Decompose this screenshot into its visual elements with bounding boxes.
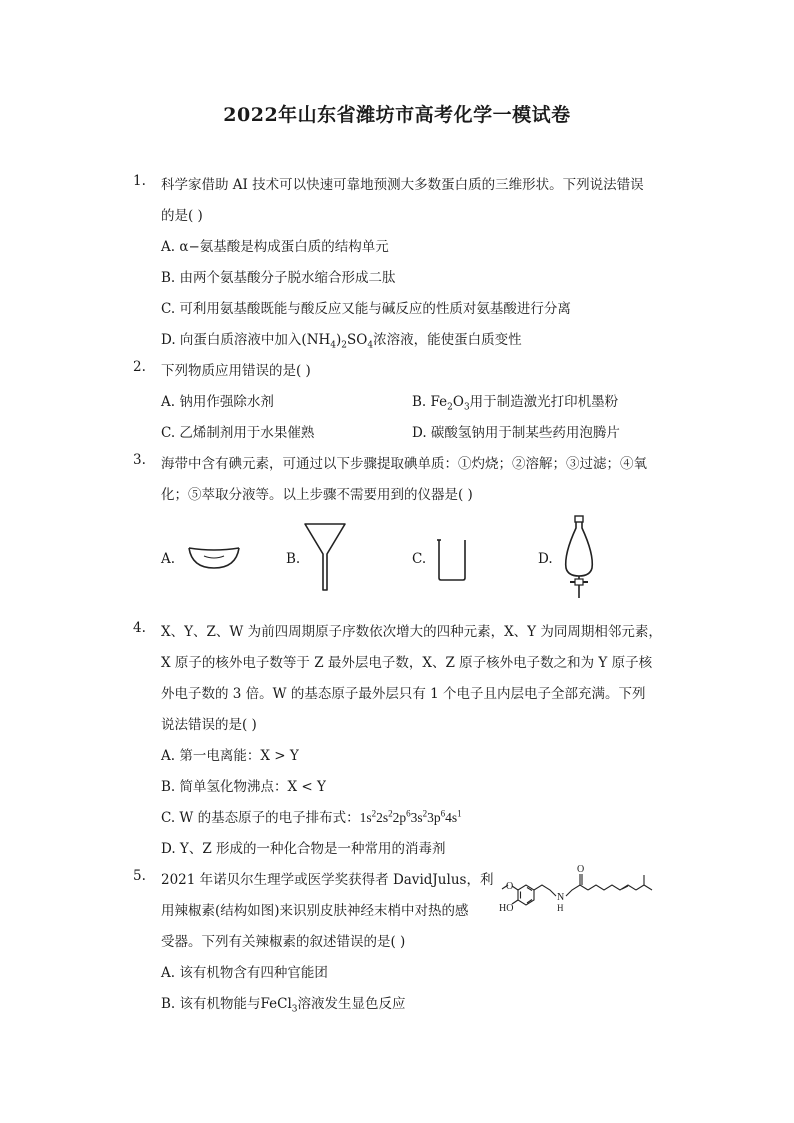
question-3-option-b-label: B. [286,551,301,567]
question-4-stem-line2: X 原子的核外电子数等于 Z 最外层电子数，X、Z 原子核外电子数之和为 Y 原子核 [161,655,653,671]
question-2-option-b: B. $Fe_2O_3$用于制造激光打印机墨粉 [412,394,619,413]
question-5-option-a: A. 该有机物含有四种官能团 [161,965,328,981]
page-title: 2022年山东省潍坊市高考化学一模试卷 [223,104,571,126]
option-b-text-end: 溶液发生显色反应 [297,996,406,1012]
option-b-text-end: 用于制造激光打印机墨粉 [469,394,619,410]
option-b-text-start: B. 该有机物能与FeCl [161,996,292,1012]
question-2-option-a: A. 钠用作强除水剂 [161,394,274,410]
question-5-stem-line3: 受器。下列有关辣椒素的叙述错误的是( ) [161,934,406,950]
beaker-icon [436,538,468,582]
capsaicin-structure-diagram [496,862,666,922]
amide-n-label: N [557,892,565,903]
evaporating-dish-icon [186,544,242,572]
question-4-stem-line4: 说法错误的是( ) [161,717,257,733]
question-3-option-a-label: A. [161,551,176,567]
methoxy-o-label: O [506,881,514,892]
question-1-option-c: C. 可利用氨基酸既能与酸反应又能与碱反应的性质对氨基酸进行分离 [161,301,571,317]
question-2-option-c: C. 乙烯制剂用于水果催熟 [161,425,315,441]
question-1-number: 1. [133,173,146,189]
question-4-option-a: A. 第一电离能：X > Y [161,748,299,764]
question-5-stem-line2: 用辣椒素(结构如图)来识别皮肤神经末梢中对热的感 [161,903,469,919]
question-2-stem: 下列物质应用错误的是( ) [161,363,311,379]
option-d-text-end: 浓溶液，能使蛋白质变性 [373,332,522,348]
question-1-stem-line1: 科学家借助 AI 技术可以快速可靠地预测大多数蛋白质的三维形状。下列说法错误 [161,177,644,193]
question-3-option-c-label: C. [412,551,427,567]
question-5-stem-line1: 2021 年诺贝尔生理学或医学奖获得者 DavidJulus，利 [161,872,494,888]
amide-h-label: H [557,903,564,913]
question-1-option-a: A. α−氨基酸是构成蛋白质的结构单元 [161,239,389,255]
question-4-stem-line1: X、Y、Z、W 为前四周期原子序数依次增大的四种元素，X、Y 为同周期相邻元素， [161,624,662,640]
question-5-option-b: B. 该有机物能与FeCl$_3$溶液发生显色反应 [161,996,406,1015]
question-3-number: 3. [133,452,146,468]
question-1-option-b: B. 由两个氨基酸分子脱水缩合形成二肽 [161,270,396,286]
question-4-number: 4. [133,620,146,636]
option-c-text: C. W 的基态原子的电子排布式： [161,810,360,826]
question-1-option-d: D. 向蛋白质溶液中加入$(NH_4)_2SO_4$浓溶液，能使蛋白质变性 [161,332,522,351]
separatory-funnel-icon [560,514,600,600]
hydroxyl-label: HO [499,903,514,914]
question-3-option-d-label: D. [538,551,553,567]
option-b-text-start: B. Fe [412,394,448,410]
carbonyl-o-label: O [577,864,585,875]
option-d-text-start: D. 向蛋白质溶液中加入(NH [161,332,331,348]
question-2-number: 2. [133,359,146,375]
question-3-stem-line1: 海带中含有碘元素，可通过以下步骤提取碘单质：①灼烧；②溶解；③过滤；④氧 [161,456,647,472]
question-5-number: 5. [133,868,146,884]
funnel-icon [303,520,347,592]
question-4-option-b: B. 简单氢化物沸点：X < Y [161,779,326,795]
question-4-stem-line3: 外电子数的 3 倍。W 的基态原子最外层只有 1 个电子且内层电子全部充满。下列 [161,686,646,702]
question-4-option-d: D. Y、Z 形成的一种化合物是一种常用的消毒剂 [161,841,446,857]
question-2-option-d: D. 碳酸氢钠用于制某些药用泡腾片 [412,425,620,441]
question-1-stem-line2: 的是( ) [161,208,203,224]
question-3-stem-line2: 化；⑤萃取分液等。以上步骤不需要用到的仪器是( ) [161,487,473,503]
question-4-option-c: C. W 的基态原子的电子排布式：$1s^22s^22p^63s^23p^64s^1$ [161,808,462,826]
